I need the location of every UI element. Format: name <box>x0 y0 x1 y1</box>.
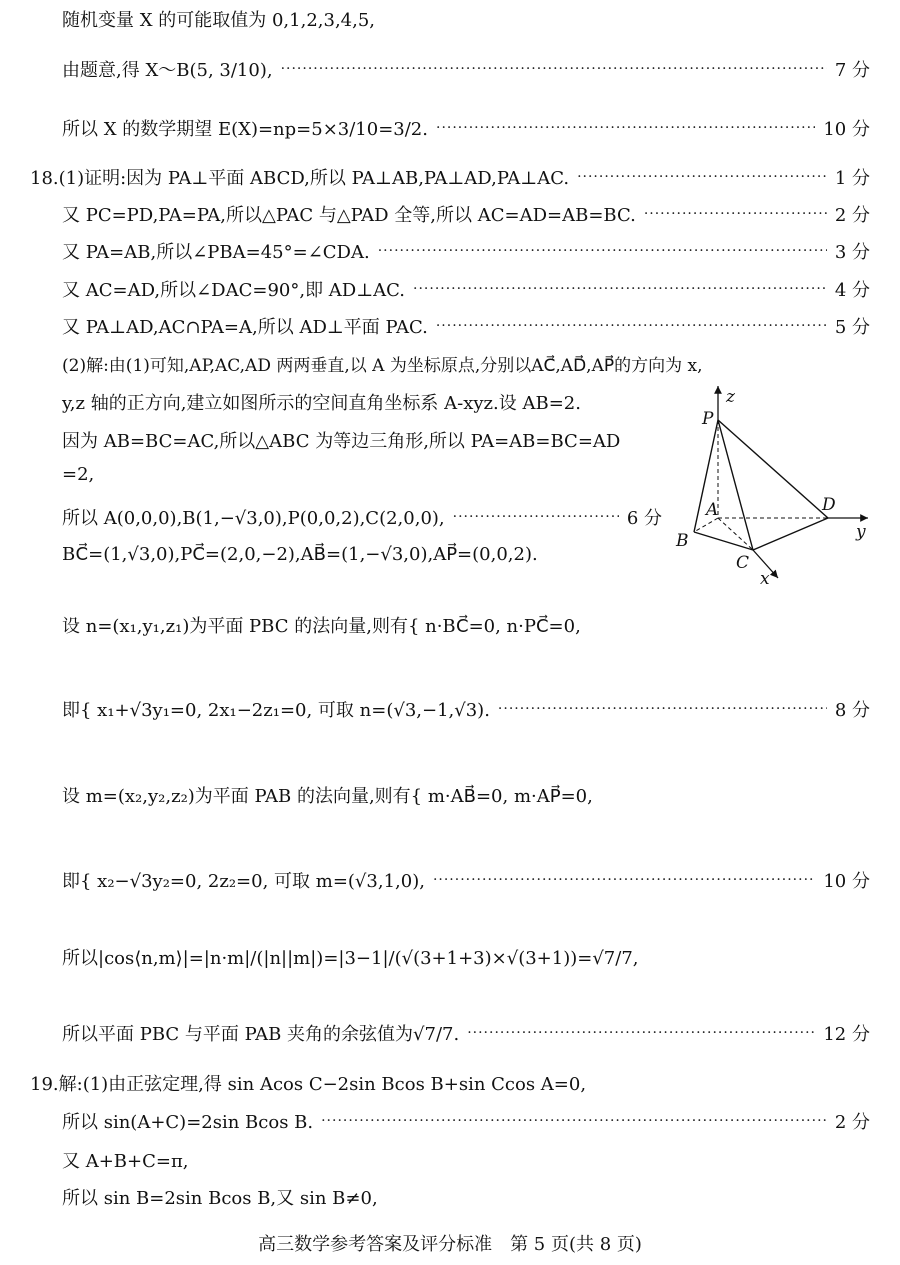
solution-line <box>62 782 593 808</box>
score-label: 1 分 <box>834 168 870 189</box>
solution-line <box>62 944 639 970</box>
pyramid-figure <box>668 382 888 592</box>
line-text: 随机变量 X 的可能取值为 0,1,2,3,4,5, <box>62 10 376 31</box>
leader-dots <box>433 872 815 888</box>
solution-line <box>62 56 870 82</box>
solution-line <box>62 544 538 565</box>
score-label: 12 分 <box>823 1024 870 1045</box>
line-text: y,z 轴的正方向,建立如图所示的空间直角坐标系 A-xyz.设 AB=2. <box>62 393 581 414</box>
solution-line <box>62 238 870 264</box>
leader-dots <box>413 281 827 297</box>
line-text: 又 PA⊥AD,AC∩PA=A,所以 AD⊥平面 PAC. <box>62 317 428 338</box>
score-label: 8 分 <box>834 700 870 721</box>
edge-PD <box>718 420 828 518</box>
line-text: =2, <box>62 464 95 485</box>
leader-dots <box>378 243 827 259</box>
line-text: 所以平面 PBC 与平面 PAB 夹角的余弦值为√7/7. <box>62 1024 460 1045</box>
line-text: 19.解:(1)由正弦定理,得 sin Acos C−2sin Bcos B+sin Ccos A=0, <box>30 1074 587 1095</box>
leader-dots <box>577 169 827 185</box>
line-text: (2)解:由(1)可知,AP,AC,AD 两两垂直,以 A 为坐标原点,分别以AC⃗,AD⃗,AP⃗的方向为 x, <box>62 356 703 376</box>
edge-BC <box>694 532 753 550</box>
label-y: y <box>856 522 866 542</box>
score-label: 4 分 <box>834 280 870 301</box>
score-label: 10 分 <box>823 119 870 140</box>
solution-line <box>62 313 870 339</box>
label-z: z <box>726 387 735 407</box>
label-C: C <box>736 553 750 573</box>
leader-dots <box>436 318 827 334</box>
line-text: BC⃗=(1,√3,0),PC⃗=(2,0,−2),AB⃗=(1,−√3,0),AP⃗=(0,0,2). <box>62 544 538 565</box>
leader-dots <box>644 206 827 222</box>
line-text: 所以 sin(A+C)=2sin Bcos B. <box>62 1112 314 1133</box>
score-label: 2 分 <box>834 205 870 226</box>
leader-dots <box>453 509 619 525</box>
line-text: 因为 AB=BC=AC,所以△ABC 为等边三角形,所以 PA=AB=BC=AD <box>62 431 621 452</box>
label-x: x <box>760 569 770 589</box>
line-text: 即{ x₁+√3y₁=0, 2x₁−2z₁=0, 可取 n=(√3,−1,√3). <box>62 700 490 721</box>
edge-PC <box>718 420 753 550</box>
solution-line <box>62 1020 870 1046</box>
edge-AB <box>694 518 718 532</box>
line-text: 由题意,得 X～B(5, 3/10), <box>62 60 273 81</box>
solution-line <box>62 612 581 638</box>
solution-line <box>62 1147 189 1173</box>
line-text: 又 A+B+C=π, <box>62 1151 189 1172</box>
line-text: 所以 X 的数学期望 E(X)=np=5×3/10=3/2. <box>62 119 428 140</box>
line-text: 设 n=(x₁,y₁,z₁)为平面 PBC 的法向量,则有{ n·BC⃗=0, n·PC⃗=0, <box>62 616 581 637</box>
line-text: 又 PC=PD,PA=PA,所以△PAC 与△PAD 全等,所以 AC=AD=AB=BC. <box>62 205 636 226</box>
leader-dots <box>321 1113 827 1129</box>
line-text: 所以|cos⟨n,m⟩|=|n·m|/(|n||m|)=|3−1|/(√(3+1+3)×√(3+1))=√7/7, <box>62 948 639 969</box>
solution-line <box>30 164 870 190</box>
leader-dots <box>498 701 827 717</box>
edge-CD <box>753 518 828 550</box>
solution-line <box>62 115 870 141</box>
solution-line <box>62 201 870 227</box>
line-text: 又 AC=AD,所以∠DAC=90°,即 AD⊥AC. <box>62 280 406 301</box>
solution-line <box>62 351 703 376</box>
line-text: 所以 sin B=2sin Bcos B,又 sin B≠0, <box>62 1188 378 1209</box>
leader-dots <box>436 120 815 136</box>
score-label: 7 分 <box>834 60 870 81</box>
solution-line <box>62 1184 378 1210</box>
solution-line <box>62 6 375 32</box>
leader-dots <box>467 1025 815 1041</box>
solution-line <box>62 276 870 302</box>
score-label: 6 分 <box>626 508 662 529</box>
solution-line <box>62 696 870 722</box>
solution-line <box>62 464 94 485</box>
line-text: 所以 A(0,0,0),B(1,−√3,0),P(0,0,2),C(2,0,0), <box>62 508 445 529</box>
line-text: 18.(1)证明:因为 PA⊥平面 ABCD,所以 PA⊥AB,PA⊥AD,PA⊥AC. <box>30 168 570 189</box>
solution-line <box>62 1108 870 1134</box>
label-A: A <box>706 500 719 520</box>
leader-dots <box>281 61 827 77</box>
line-text: 设 m=(x₂,y₂,z₂)为平面 PAB 的法向量,则有{ m·AB⃗=0, m·AP⃗=0, <box>62 786 593 807</box>
label-D: D <box>822 495 836 515</box>
score-label: 2 分 <box>834 1112 870 1133</box>
label-P: P <box>702 409 714 429</box>
score-label: 3 分 <box>834 242 870 263</box>
solution-line <box>62 427 620 453</box>
solution-line <box>62 389 581 415</box>
line-text: 即{ x₂−√3y₂=0, 2z₂=0, 可取 m=(√3,1,0), <box>62 871 425 892</box>
label-B: B <box>676 531 689 551</box>
page-footer: 高三数学参考答案及评分标准 第 5 页(共 8 页) <box>258 1234 642 1255</box>
solution-line <box>30 1070 586 1096</box>
solution-line <box>62 867 870 893</box>
score-label: 10 分 <box>823 871 870 892</box>
score-label: 5 分 <box>834 317 870 338</box>
line-text: 又 PA=AB,所以∠PBA=45°=∠CDA. <box>62 242 370 263</box>
solution-line <box>62 504 662 530</box>
